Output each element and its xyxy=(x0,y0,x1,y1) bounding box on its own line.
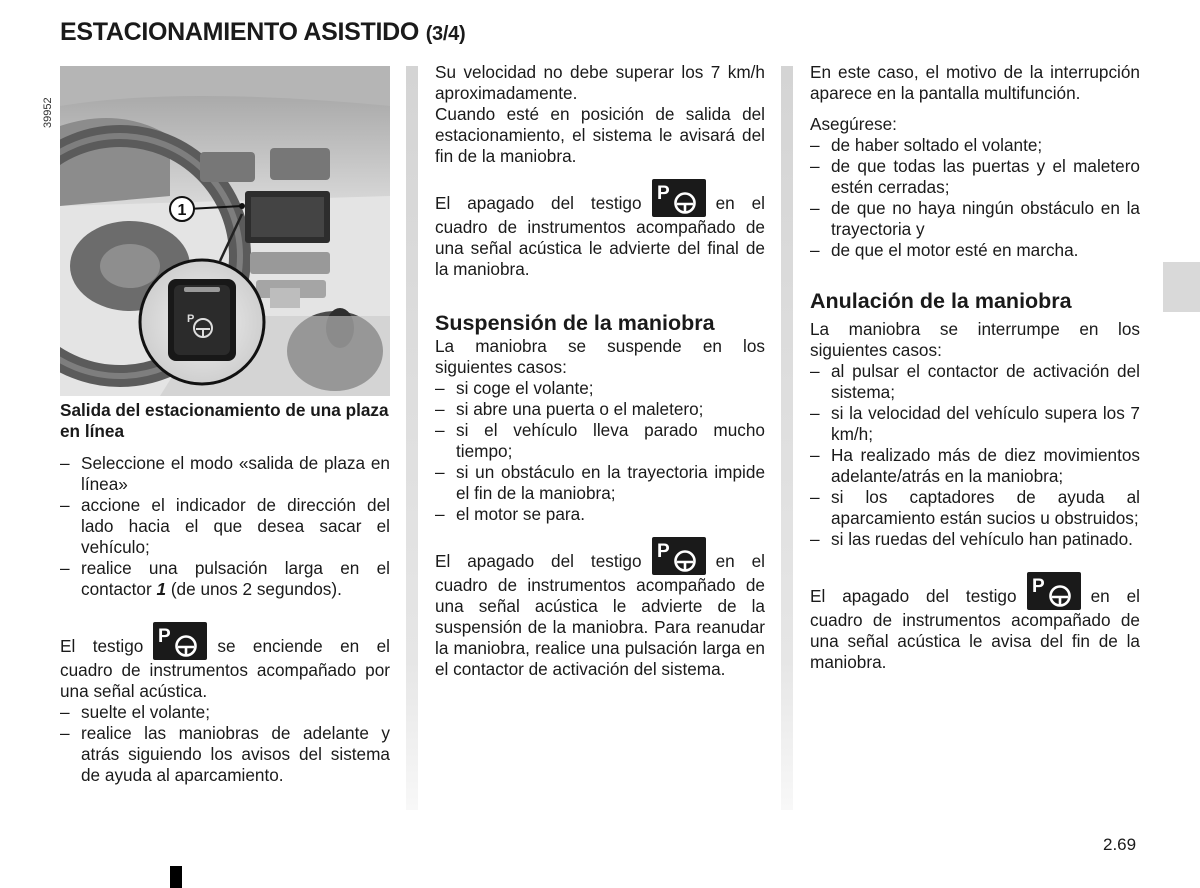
paragraph: En este caso, el motivo de la interrupción aparece en la pantalla multifunción. xyxy=(810,62,1140,103)
column-divider xyxy=(406,66,418,810)
park-assist-warning-light-icon xyxy=(652,179,706,217)
column-middle xyxy=(435,62,765,680)
paragraph xyxy=(60,622,390,702)
list-item: – si abre una puerta o el maletero; xyxy=(435,399,765,420)
cases-list xyxy=(435,378,765,525)
paragraph-text: El apagado del testigo xyxy=(810,586,1017,606)
paragraph xyxy=(435,179,765,280)
list-item: – al pulsar el contactor de activación del sistema; xyxy=(810,361,1140,403)
steps-list xyxy=(60,453,390,600)
actions-list xyxy=(60,702,390,786)
page-title-text: ESTACIONAMIENTO ASISTIDO xyxy=(60,18,420,46)
list-item: – si la velocidad del vehículo supera los 7 km/h; xyxy=(810,403,1140,445)
paragraph-text: se enciende en el cuadro de instrumentos acompañado por una señal acústica. xyxy=(60,636,390,701)
column-left xyxy=(60,400,390,786)
section-title: Suspensión de la maniobra xyxy=(435,311,715,335)
dashboard-illustration xyxy=(60,66,390,396)
list-item: – de que el motor esté en marcha. xyxy=(810,240,1140,261)
list-item: – de que todas las puertas y el maletero estén cerradas; xyxy=(810,156,1140,198)
paragraph-text: El testigo xyxy=(60,636,144,656)
column-right xyxy=(810,62,1140,673)
paragraph: Su velocidad no debe superar los 7 km/h aproximadamente. xyxy=(435,62,765,103)
park-assist-warning-light-icon xyxy=(1027,572,1081,610)
list-item xyxy=(60,558,390,600)
callout-reference: 1 xyxy=(156,579,167,599)
svg-text:P: P xyxy=(1031,576,1045,597)
list-item: – si las ruedas del vehículo han patinado. xyxy=(810,529,1140,550)
svg-text:P: P xyxy=(656,541,670,562)
list-item: – Ha realizado más de diez movimientos adelante/atrás en la maniobra; xyxy=(810,445,1140,487)
figure-id-label xyxy=(38,70,56,130)
paragraph: Asegúrese: xyxy=(810,114,897,134)
paragraph-text: El apagado del testigo xyxy=(435,193,642,213)
section-heading: Salida del estacionamiento de una plaza en línea xyxy=(60,400,389,441)
svg-text:P: P xyxy=(187,313,195,325)
list-item: – si un obstáculo en la trayectoria impide el fin de la maniobra; xyxy=(435,462,765,504)
svg-text:1: 1 xyxy=(177,202,187,219)
paragraph xyxy=(810,572,1140,673)
list-item: – si coge el volante; xyxy=(435,378,765,399)
list-item: – realice las maniobras de adelante y atrás siguiendo los avisos del sistema de ayuda al aparcamiento. xyxy=(60,723,390,786)
list-item: – el motor se para. xyxy=(435,504,765,525)
paragraph-text: El apagado del testigo xyxy=(435,551,642,571)
list-item: – accione el indicador de dirección del lado hacia el que desea sacar el vehículo; xyxy=(60,495,390,558)
column-divider xyxy=(781,66,793,810)
paragraph xyxy=(435,537,765,680)
ensure-list xyxy=(810,135,1140,261)
page-title xyxy=(60,18,465,47)
section-title: Anulación de la maniobra xyxy=(810,289,1072,313)
page-title-part: (3/4) xyxy=(425,23,466,45)
step-text: realice una pulsación larga en el contactor xyxy=(81,558,390,599)
svg-text:P: P xyxy=(158,626,172,647)
paragraph: La maniobra se interrumpe en los siguientes casos: xyxy=(810,319,1140,360)
cases-list xyxy=(810,361,1140,550)
park-assist-warning-light-icon xyxy=(153,622,207,660)
svg-text:P: P xyxy=(656,183,670,204)
dashboard-photo xyxy=(60,66,390,396)
list-item: – Seleccione el modo «salida de plaza en línea» xyxy=(60,453,390,495)
paragraph: Cuando esté en posición de salida del estacionamiento, el sistema le avisará del fin de la maniobra. xyxy=(435,104,765,166)
svg-text:39952: 39952 xyxy=(42,97,54,128)
park-assist-warning-light-icon xyxy=(652,537,706,575)
list-item: – si los captadores de ayuda al aparcamiento están sucios u obstruidos; xyxy=(810,487,1140,529)
paragraph-text: en el cuadro de instrumentos acompañado de una señal acústica le avisa del fin de la maniobra. xyxy=(810,586,1140,672)
list-item: – suelte el volante; xyxy=(60,702,390,723)
step-text: (de unos 2 segundos). xyxy=(166,579,342,599)
page-number: 2.69 xyxy=(1103,835,1137,854)
print-edge-mark xyxy=(170,866,182,888)
chapter-tab xyxy=(1163,262,1200,312)
list-item: – de que no haya ningún obstáculo en la trayectoria y xyxy=(810,198,1140,240)
paragraph: La maniobra se suspende en los siguientes casos: xyxy=(435,336,765,377)
paragraph-text: en el cuadro de instrumentos acompañado de una señal acústica le advierte del final de la maniobra. xyxy=(435,193,765,279)
paragraph-text: en el cuadro de instrumentos acompañado de una señal acústica le advierte de la suspensión de la maniobra. Para reanudar la maniobra, realice una pulsación larga en el contactor de activación del sistema. xyxy=(435,551,765,679)
list-item: – si el vehículo lleva parado mucho tiempo; xyxy=(435,420,765,462)
list-item: – de haber soltado el volante; xyxy=(810,135,1140,156)
